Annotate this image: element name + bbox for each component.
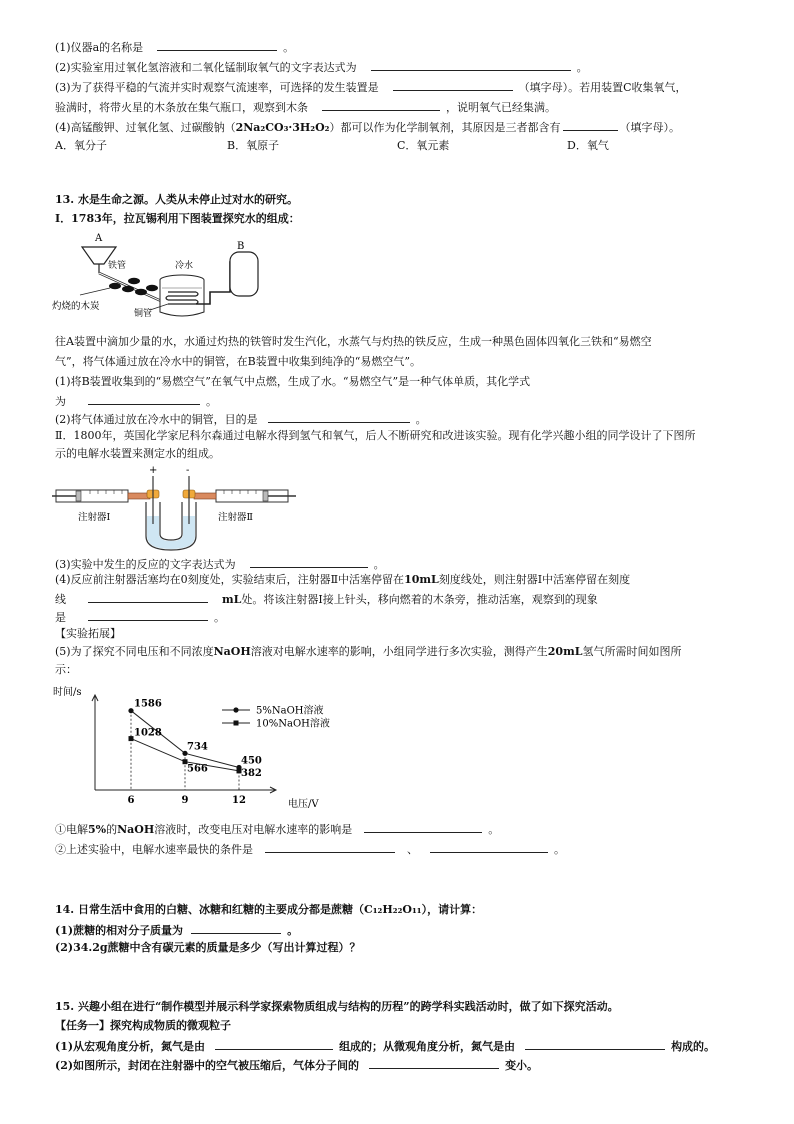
q13-q5-text: (5)为了探究不同电压和不同浓度 xyxy=(55,645,214,658)
answer-blank[interactable] xyxy=(430,840,548,853)
data-point xyxy=(129,736,134,741)
q13-q4-line2 xyxy=(55,590,598,608)
q12-p1-end: 。 xyxy=(283,41,295,54)
label-syringe-i: 注射器Ⅰ xyxy=(78,512,111,523)
q13-sub1-conc: 5% xyxy=(88,823,107,836)
q14-q1-text: (1)蔗糖的相对分子质量为 xyxy=(55,924,184,937)
q13-sub2-text: ②上述实验中，电解水速率最快的条件是 xyxy=(55,843,253,856)
q13-q3-text: (3)实验中发生的反应的文字表达式为 xyxy=(55,558,236,571)
q13-q3-end: 。 xyxy=(373,558,385,571)
answer-blank[interactable] xyxy=(525,1037,665,1050)
chart-legend xyxy=(222,704,330,730)
q15-q2-text: (2)如图所示，封闭在注射器中的空气被压缩后，气体分子间的 xyxy=(55,1059,360,1072)
q13-q5-line1 xyxy=(55,644,681,660)
q13-title: 13. 水是生命之源。人类从未停止过对水的研究。 xyxy=(55,193,298,206)
q13-q5-text2: 溶液对电解水速率的影响，小组同学进行多次实验，测得产生 xyxy=(250,645,548,658)
answer-blank[interactable] xyxy=(268,410,410,423)
electrolysis-time-chart xyxy=(50,682,370,810)
charcoal-piece xyxy=(109,283,121,289)
q12-line1 xyxy=(55,38,294,56)
data-label: 566 xyxy=(187,763,208,775)
q12-p2-text: (2)实验室用过氧化氢溶液和二氧化锰制取氧气的文字表达式为 xyxy=(55,61,357,74)
option-a[interactable]: A．氧分子 xyxy=(55,139,107,152)
answer-blank[interactable] xyxy=(88,392,200,405)
label-iron-pipe: 铁管 xyxy=(108,261,127,271)
lavoisier-apparatus-figure xyxy=(50,228,290,320)
q13-q5-volume: 20mL xyxy=(547,645,583,658)
iron-pipe-inner xyxy=(99,273,170,305)
formula-naoh: NaOH xyxy=(213,645,251,658)
data-label: 1586 xyxy=(134,698,162,710)
label-charcoal: 灼烧的木炭 xyxy=(52,301,100,312)
q12-p3-text3: 验满时，将带火星的木条放在集气瓶口，观察到木条 xyxy=(55,101,308,114)
charcoal-piece xyxy=(146,285,158,291)
q15-q2-end: 变小。 xyxy=(505,1059,539,1072)
q12-line5 xyxy=(55,118,680,136)
q13-q3-line xyxy=(55,555,385,573)
q15-q1-end: 构成的。 xyxy=(671,1040,716,1053)
q14-title-end: ），请计算： xyxy=(421,903,483,916)
chart-series xyxy=(128,699,262,779)
label-minus: - xyxy=(186,465,190,476)
q14-q2-line: (2)34.2g蔗糖中含有碳元素的质量是多少（写出计算过程）？ xyxy=(55,941,361,954)
data-label: 450 xyxy=(241,755,262,767)
label-a: A xyxy=(95,233,103,244)
charcoal-piece xyxy=(122,286,134,292)
q13-extension: 【实验拓展】 xyxy=(55,627,121,640)
q14-title-text: 14. 日常生活中食用的白糖、冰糖和红糖的主要成分都是蔗糖（ xyxy=(55,903,364,916)
q13-desc2: 气”，将气体通过放在冷水中的铜管，在B装置中收集到纯净的“易燃空气”。 xyxy=(55,355,421,368)
syringe-ii-piston xyxy=(263,491,268,501)
formula-sucrose: C₁₂H₂₂O₁₁ xyxy=(363,903,422,916)
legend-marker xyxy=(233,707,238,712)
q13-sub2-sep: 、 xyxy=(407,843,418,856)
q13-q2-text: (2)将气体通过放在冷水中的铜管，目的是 xyxy=(55,413,258,426)
q13-q1-line2 xyxy=(55,392,217,410)
q15-q1-text: (1)从宏观角度分析，氮气是由 xyxy=(55,1040,206,1053)
q12-line3 xyxy=(55,78,687,96)
q12-p4-text2: ）都可以作为化学制氧剂，其原因是三者都含有 xyxy=(329,121,561,134)
q13-sub2-line xyxy=(55,840,565,858)
answer-blank[interactable] xyxy=(88,590,208,603)
q13-q5-line2: 示： xyxy=(55,663,77,676)
unit-ml: mL xyxy=(222,593,242,606)
q12-p3-text2: （填字母）。若用装置C收集氧气， xyxy=(518,81,687,94)
answer-blank[interactable] xyxy=(369,1056,499,1069)
charcoal-piece xyxy=(135,289,147,295)
q15-q2-line xyxy=(55,1056,538,1074)
x-tick-label: 9 xyxy=(181,795,189,806)
q13-q1-line1: (1)将B装置收集到的“易燃空气”在氧气中点燃，生成了水。“易燃空气”是一种气体单质，其化学式 xyxy=(55,375,531,388)
q15-q1-line xyxy=(55,1037,715,1055)
q13-sub2-end: 。 xyxy=(554,843,565,856)
label-plus: + xyxy=(149,465,158,476)
answer-blank[interactable] xyxy=(322,98,440,111)
legend-entry: 10%NaOH溶液 xyxy=(256,718,330,730)
q12-p3-end: ，说明氧气已经集满。 xyxy=(446,101,556,114)
q12-p4-text: (4)高锰酸钾、过氧化氢、过碳酸钠（ xyxy=(55,121,236,134)
formula-naoh: NaOH xyxy=(117,823,155,836)
charcoal-piece xyxy=(128,278,140,284)
q12-line2 xyxy=(55,58,588,76)
q13-q5-text3: 氢气所需时间如图所 xyxy=(582,645,682,658)
data-label: 1028 xyxy=(134,727,162,739)
q13-q1-end: 。 xyxy=(206,395,217,408)
electrolysis-apparatus-figure xyxy=(50,462,300,554)
q13-q1-text: 为 xyxy=(55,395,66,408)
data-point xyxy=(128,708,133,713)
q15-q1-text2: 组成的；从微观角度分析，氮气是由 xyxy=(339,1040,516,1053)
data-label: 734 xyxy=(187,741,208,753)
label-copper-pipe: 铜管 xyxy=(134,309,153,319)
q13-part2-line1: Ⅱ．1800年，英国化学家尼科尔森通过电解水得到氢气和氧气，后人不断研究和改进该实验。现有化学兴趣小组的同学设计了下图所 xyxy=(55,429,696,442)
q15-title: 15. 兴趣小组在进行“制作模型并展示科学家探索物质组成与结构的历程”的跨学科实践活动时，做了如下探究活动。 xyxy=(55,1000,619,1013)
q14-title xyxy=(55,902,482,918)
label-syringe-ii: 注射器Ⅱ xyxy=(218,512,253,523)
q13-q4-text: (4)反应前注射器活塞均在0刻度处，实验结束后，注射器Ⅱ中活塞停留在 xyxy=(55,573,405,586)
x-tick-label: 6 xyxy=(127,795,135,806)
q13-q4-volume: 10mL xyxy=(404,573,439,586)
option-c[interactable]: C．氧元素 xyxy=(397,139,450,152)
label-b: B xyxy=(237,241,245,252)
x-tick-label: 12 xyxy=(232,795,246,806)
q13-sub1-end: 。 xyxy=(488,823,500,836)
answer-blank[interactable] xyxy=(250,555,368,568)
q13-part1: Ⅰ．1783年，拉瓦锡利用下图装置探究水的组成： xyxy=(55,212,300,225)
q12-line4 xyxy=(55,98,556,116)
answer-blank[interactable] xyxy=(191,921,281,934)
q13-q2-end: 。 xyxy=(415,413,427,426)
q13-q4-line3 xyxy=(55,608,225,626)
answer-blank[interactable] xyxy=(371,58,571,71)
q13-q4-text2: 刻度线处，则注射器Ⅰ中活塞停留在刻度 xyxy=(438,573,631,586)
legend-marker xyxy=(234,721,239,726)
answer-blank[interactable] xyxy=(364,820,482,833)
rubber-tube-right xyxy=(194,493,216,499)
option-d[interactable]: D．氧气 xyxy=(567,139,609,152)
q12-p2-end: 。 xyxy=(576,61,588,74)
q12-p4-end: （填字母）。 xyxy=(619,121,680,134)
q13-q4-end: 。 xyxy=(214,611,225,624)
answer-blank[interactable] xyxy=(265,840,395,853)
y-axis-label: 时间/s xyxy=(53,687,82,698)
q12-p3-text: (3)为了获得平稳的气流并实时观察气流速率，可选择的发生装置是 xyxy=(55,81,379,94)
answer-blank[interactable] xyxy=(215,1037,333,1050)
q13-sub1-text3: 溶液时，改变电压对电解水速率的影响是 xyxy=(154,823,353,836)
q13-sub1-text: ①电解 xyxy=(55,823,88,836)
u-tube-inner xyxy=(160,502,182,540)
electrolyte-fill xyxy=(147,516,195,549)
q13-sub1-line xyxy=(55,820,499,838)
q13-q4-text4: 处。将该注射器Ⅰ接上针头，移向燃着的木条旁，推动活塞，观察到的现象 xyxy=(241,593,598,606)
q14-q1-end: 。 xyxy=(287,924,299,937)
q13-q4-text5: 是 xyxy=(55,611,66,624)
q13-q2-line xyxy=(55,410,427,428)
legend-entry: 5%NaOH溶液 xyxy=(256,705,324,717)
q13-q4-line1 xyxy=(55,572,630,588)
answer-blank[interactable] xyxy=(393,78,513,91)
answer-blank[interactable] xyxy=(88,608,208,621)
q13-sub1-text2: 的 xyxy=(106,823,118,836)
label-cold-water: 冷水 xyxy=(175,261,194,271)
data-label: 382 xyxy=(241,767,262,779)
answer-blank[interactable] xyxy=(157,38,277,51)
x-axis-label: 电压/V xyxy=(288,799,319,810)
formula-percarbonate: 2Na₂CO₃·3H₂O₂ xyxy=(235,121,330,134)
q14-q1-line xyxy=(55,921,298,939)
chart-axes xyxy=(92,695,276,806)
q12-p1-text: (1)仪器a的名称是 xyxy=(55,41,144,54)
q13-desc1: 往A装置中滴加少量的水，水通过灼热的铁管时发生汽化，水蒸气与灼热的铁反应，生成一种黑色固体四氧化三铁和“易燃空 xyxy=(55,335,652,348)
pointer-line xyxy=(80,288,110,295)
option-b[interactable]: B．氧原子 xyxy=(227,139,280,152)
answer-blank[interactable] xyxy=(563,118,618,131)
q13-part2-line2: 示的电解水装置来测定水的组成。 xyxy=(55,447,220,460)
gas-collector-b xyxy=(230,252,258,296)
q15-task1: 【任务一】探究构成物质的微观粒子 xyxy=(55,1019,231,1032)
syringe-i-piston xyxy=(76,491,81,501)
q13-q4-text3: 线 xyxy=(55,593,66,606)
